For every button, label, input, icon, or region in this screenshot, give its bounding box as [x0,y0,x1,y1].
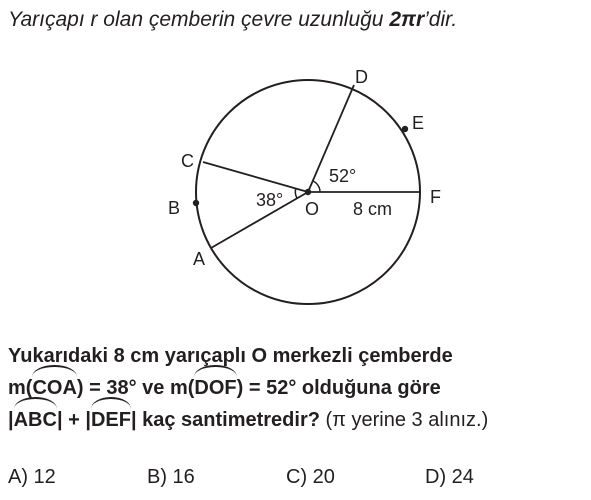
intro-formula: 2πr [389,8,425,31]
option-b[interactable]: B) 16 [147,466,195,488]
angle-arc-DOF [313,181,320,192]
center-point-O [305,189,311,195]
m2-suffix: ) = 52° olduğuna göre [236,377,441,399]
label-F: F [430,187,441,207]
option-d[interactable]: D) 24 [425,466,474,488]
question-text [8,340,488,436]
answer-options [8,466,583,496]
radius-OC [203,162,308,192]
point-B [193,200,199,206]
intro-suffix: ’dir. [424,8,458,31]
question-line-1-text: Yukarıdaki 8 cm yarıçaplı O merkezli çemberde [8,345,453,367]
arc-ABC: ABC [14,404,57,436]
question-line-2 [8,372,488,404]
option-c[interactable]: C) 20 [286,466,335,488]
arc-DEF: DEF [91,404,131,436]
arc-COA: COA [32,372,76,404]
m1-suffix: ) = 38° ve m( [76,377,195,399]
arc-DOF: DOF [194,372,236,404]
question-line-3 [8,404,488,436]
label-E: E [412,113,425,133]
label-C: C [181,151,194,171]
label-B: B [168,198,181,218]
question-ask: | kaç santimetredir? [130,409,320,431]
m1-prefix: m( [8,377,33,399]
label-A: A [193,249,206,269]
label-O: O [305,199,320,219]
option-a[interactable]: A) 12 [8,466,56,488]
abs-mid: | + | [56,409,91,431]
intro-main: Yarıçapı r olan çemberin çevre uzunluğu [8,8,390,31]
question-line-1 [8,340,488,372]
label-D: D [355,67,368,87]
angle-label-DOF: 52° [329,166,357,186]
radius-label: 8 cm [353,199,393,219]
angle-label-COA: 38° [256,190,284,210]
abs-open-1: | [8,409,14,431]
pi-note: (π yerine 3 alınız.) [319,409,489,431]
point-E [402,126,408,132]
